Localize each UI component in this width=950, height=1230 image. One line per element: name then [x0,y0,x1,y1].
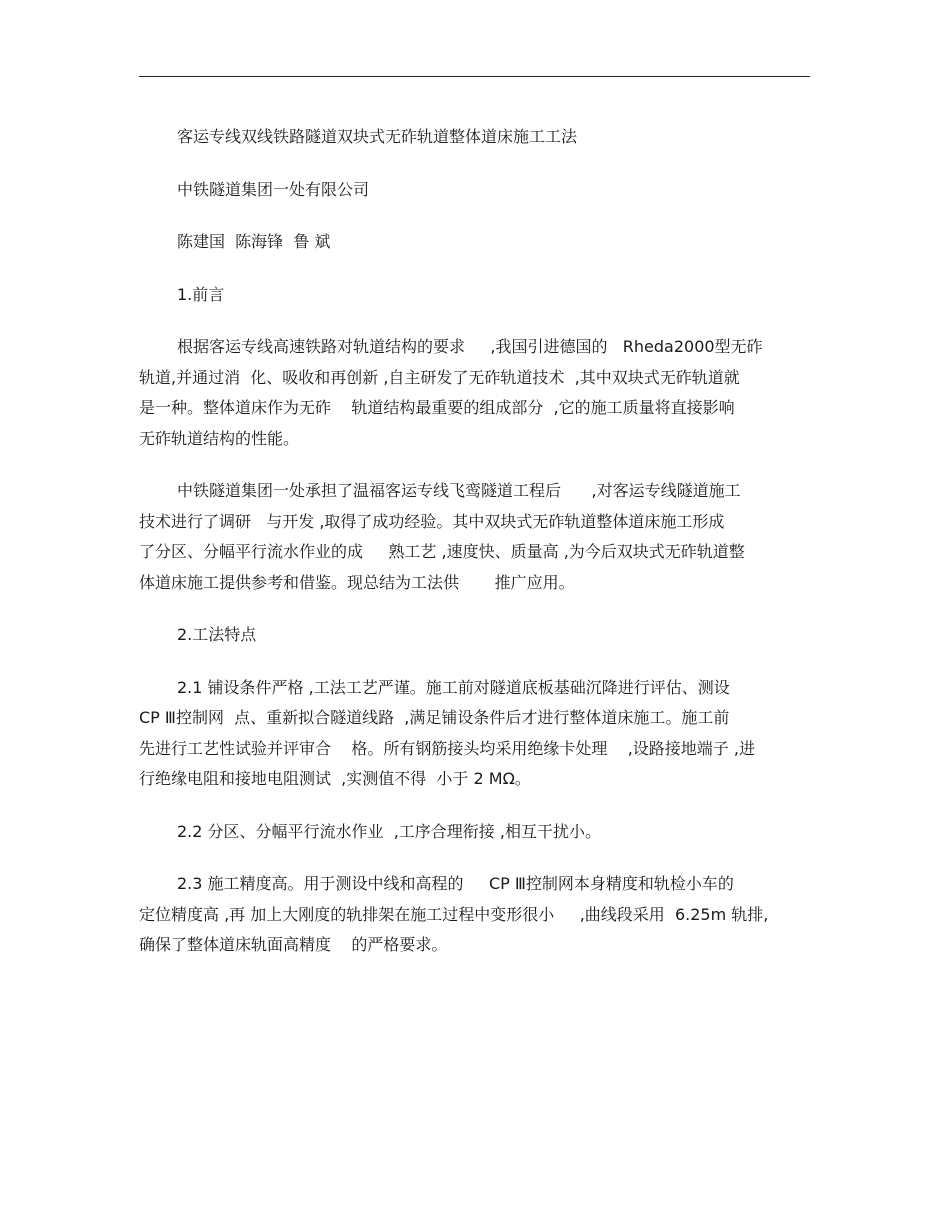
header-rule [139,76,810,77]
paragraph-line: 2.3 施工精度高。用于测设中线和高程的 CP Ⅲ控制网本身精度和轨检小车的 [177,874,734,893]
section-heading: 1.前言 [177,284,225,304]
paragraph-line: 了分区、分幅平行流水作业的成 熟工艺 ,速度快、质量高 ,为今后双块式无砟轨道整 [139,542,745,561]
author-list: 陈建国 陈海锋 鲁 斌 [177,232,331,251]
document-body [139,122,819,983]
paragraph-line: 是一种。整体道床作为无砟 轨道结构最重要的组成部分 ,它的施工质量将直接影响 [139,398,735,417]
paragraph [139,332,819,454]
paragraph-line: 先进行工艺性试验并评审合 格。所有钢筋接头均采用绝缘卡处理 ,设路接地端子 ,进 [139,738,755,758]
paragraph-line: 技术进行了调研 与开发 ,取得了成功经验。其中双块式无砟轨道整体道床施工形成 [139,511,725,531]
paragraph [139,476,819,598]
paragraph-line: 轨道,并通过消 化、吸收和再创新 ,自主研发了无砟轨道技术 ,其中双块式无砟轨道就 [139,367,740,387]
paragraph-line: CP Ⅲ控制网 点、重新拟合隧道线路 ,满足铺设条件后才进行整体道床施工。施工前 [139,708,730,727]
paragraph-line: 2.1 铺设条件严格 ,工法工艺严谨。施工前对隧道底板基础沉降进行评估、测设 [177,677,730,697]
paragraph-line: 体道床施工提供参考和借鉴。现总结为工法供 推广应用。 [139,572,575,592]
paragraph-line: 无砟轨道结构的性能。 [139,428,300,448]
paragraph-line: 定位精度高 ,再 加上大刚度的轨排架在施工过程中变形很小 ,曲线段采用 6.25m 轨排, [139,904,769,924]
paragraph [139,673,819,795]
paragraph [139,817,819,848]
document-title: 客运专线双线铁路隧道双块式无砟轨道整体道床施工工法 [177,127,578,146]
paragraph-line: 根据客运专线高速铁路对轨道结构的要求 ,我国引进德国的 Rheda2000型无砟 [177,337,763,356]
paragraph [139,869,819,961]
paragraph-line: 中铁隧道集团一处承担了温福客运专线飞鸾隧道工程后 ,对客运专线隧道施工 [177,481,741,500]
paragraph-line: 2.2 分区、分幅平行流水作业 ,工序合理衔接 ,相互干扰小。 [177,821,601,841]
organization-name: 中铁隧道集团一处有限公司 [177,179,370,199]
paragraph-line: 行绝缘电阻和接地电阻测试 ,实测值不得 小于 2 MΩ。 [139,769,531,788]
paragraph-line: 确保了整体道床轨面高精度 的严格要求。 [139,935,448,954]
section-heading: 2.工法特点 [177,625,257,644]
